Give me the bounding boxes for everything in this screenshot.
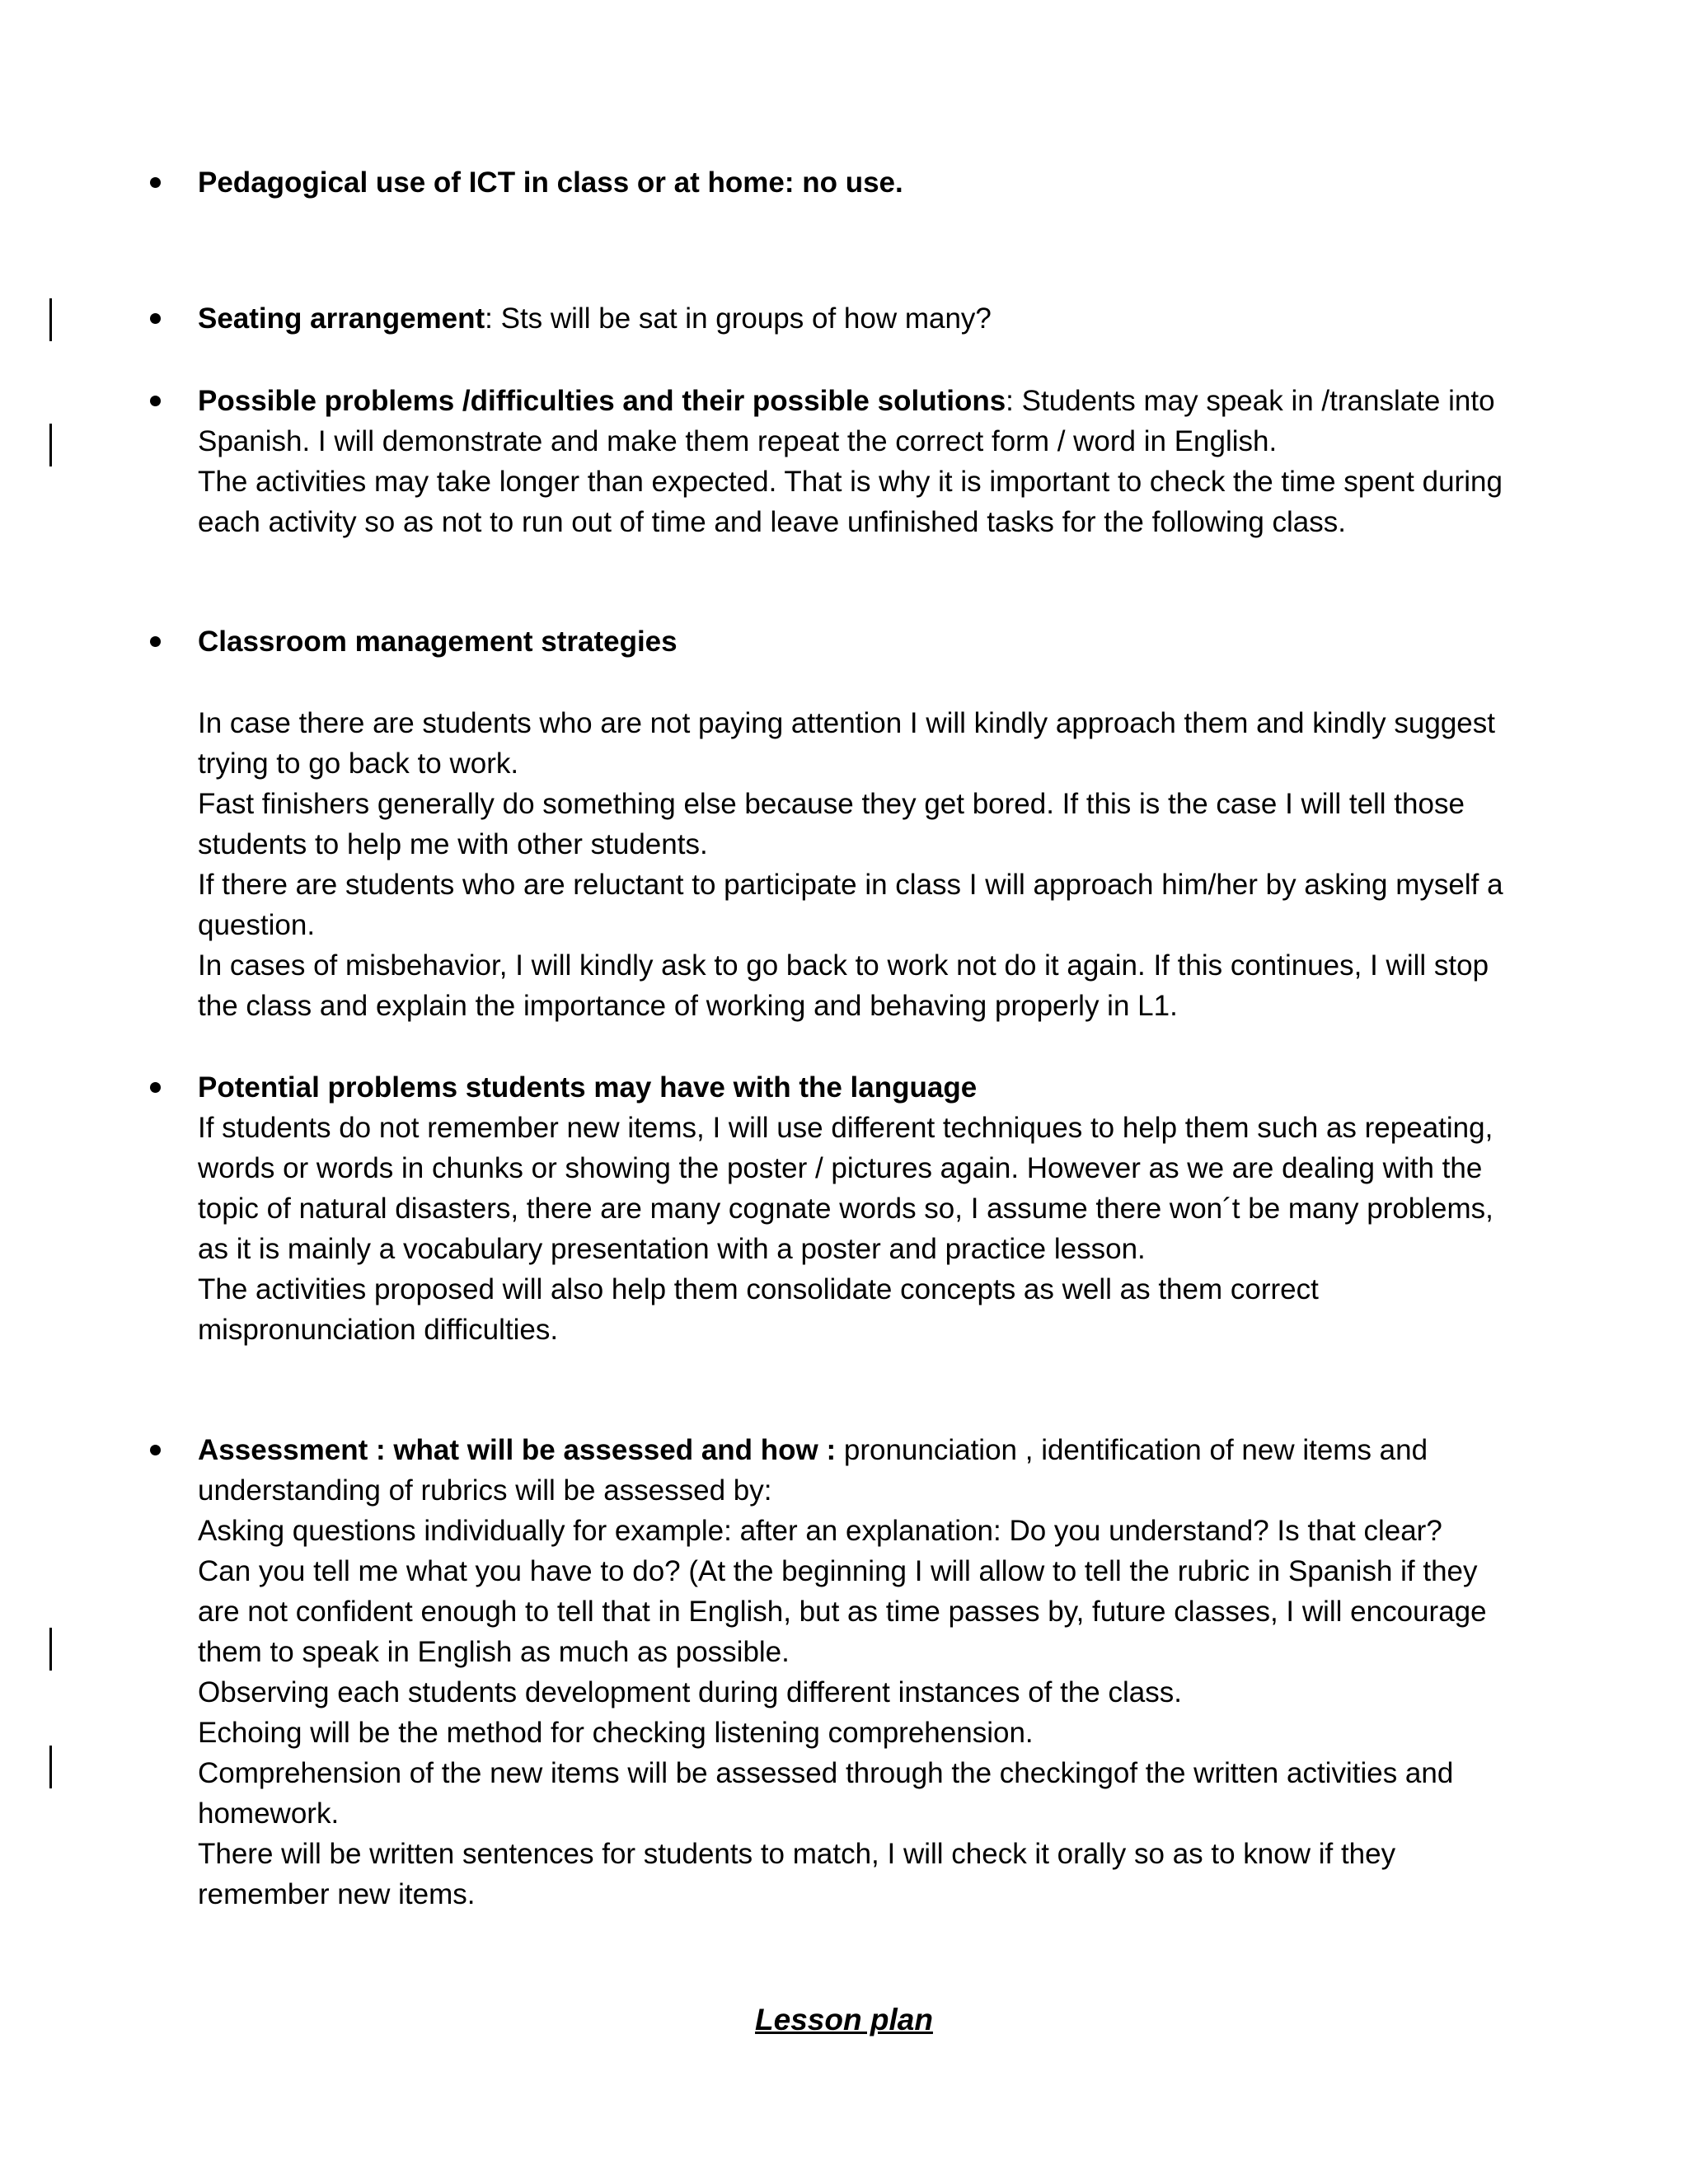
assessment-line: them to speak in English as much as possible.: [198, 1636, 790, 1668]
problems-text: : Students may speak in /translate into: [1006, 385, 1495, 417]
bullet-icon: [148, 1080, 165, 1097]
language-line: The activities proposed will also help them consolidate concepts as well as them correct: [198, 1273, 1319, 1305]
assessment-line: Echoing will be the method for checking listening comprehension.: [198, 1717, 1034, 1749]
problems-line: Spanish. I will demonstrate and make them repeat the correct form / word in English.: [198, 425, 1278, 457]
bullet-icon: [148, 635, 165, 651]
assessment-line: Observing each students development during different instances of the class.: [198, 1676, 1182, 1708]
classroom-line: Fast finishers generally do something else because they get bored. If this is the case I will tell those: [198, 788, 1465, 820]
bullet-icon: [148, 394, 165, 410]
assessment-line: understanding of rubrics will be assessed by:: [198, 1474, 772, 1507]
assessment-item: [198, 1430, 1582, 1915]
revision-bar: [49, 424, 52, 466]
language-heading: Potential problems students may have with the language: [198, 1071, 978, 1104]
revision-bar: [49, 298, 52, 341]
seating-item: [198, 298, 1582, 339]
assessment-line: are not confident enough to tell that in English, but as time passes by, future classes, I will encourage: [198, 1596, 1487, 1628]
bullet-icon: [148, 1443, 165, 1460]
classroom-heading: Classroom management strategies: [198, 626, 678, 658]
language-line: topic of natural disasters, there are many cognate words so, I assume there won´t be many problems,: [198, 1193, 1493, 1225]
lesson-plan-title: Lesson plan: [755, 2003, 933, 2036]
ict-heading: Pedagogical use of ICT in class or at home: no use.: [198, 166, 903, 199]
assessment-line: Can you tell me what you have to do? (At the beginning I will allow to tell the rubric in Spanish if they: [198, 1555, 1478, 1587]
classroom-line: If there are students who are reluctant to participate in class I will approach him/her by asking myself a: [198, 869, 1503, 901]
problems-item: [198, 381, 1582, 542]
problems-heading: Possible problems /difficulties and their possible solutions: [198, 385, 1006, 417]
seating-heading: Seating arrangement: [198, 302, 485, 335]
language-item: [198, 1067, 1582, 1350]
assessment-line: Asking questions individually for example: after an explanation: Do you understand? Is that clear?: [198, 1515, 1442, 1547]
language-line: mispronunciation difficulties.: [198, 1314, 559, 1346]
language-line: as it is mainly a vocabulary presentation with a poster and practice lesson.: [198, 1233, 1146, 1265]
classroom-line: the class and explain the importance of working and behaving properly in L1.: [198, 990, 1178, 1022]
language-line: words or words in chunks or showing the poster / pictures again. However as we are dealing with the: [198, 1152, 1483, 1184]
classroom-body: [198, 703, 1582, 1026]
assessment-text: pronunciation , identification of new items and: [836, 1434, 1428, 1466]
bullet-icon: [148, 312, 165, 328]
assessment-line: Comprehension of the new items will be assessed through the checkingof the written activities and: [198, 1757, 1454, 1789]
bullet-icon: [148, 176, 165, 192]
classroom-line: In cases of misbehavior, I will kindly ask to go back to work not do it again. If this continues, I will stop: [198, 949, 1489, 982]
revision-bar: [49, 1628, 52, 1671]
problems-line: each activity so as not to run out of time and leave unfinished tasks for the following class.: [198, 506, 1346, 538]
language-line: If students do not remember new items, I will use different techniques to help them such as repeating,: [198, 1112, 1493, 1144]
assessment-line: homework.: [198, 1797, 340, 1830]
ict-item: [198, 162, 1582, 203]
assessment-line: remember new items.: [198, 1878, 476, 1910]
classroom-line: In case there are students who are not paying attention I will kindly approach them and kindly suggest: [198, 707, 1495, 739]
classroom-line: students to help me with other students.: [198, 828, 708, 860]
assessment-heading: Assessment : what will be assessed and how :: [198, 1434, 837, 1466]
classroom-line: trying to go back to work.: [198, 748, 519, 780]
revision-bar: [49, 1746, 52, 1788]
seating-text: : Sts will be sat in groups of how many?: [485, 302, 992, 335]
classroom-item: [198, 621, 1582, 662]
classroom-line: question.: [198, 909, 316, 941]
problems-line: The activities may take longer than expected. That is why it is important to check the time spent during: [198, 466, 1503, 498]
assessment-line: There will be written sentences for students to match, I will check it orally so as to know if they: [198, 1838, 1396, 1870]
